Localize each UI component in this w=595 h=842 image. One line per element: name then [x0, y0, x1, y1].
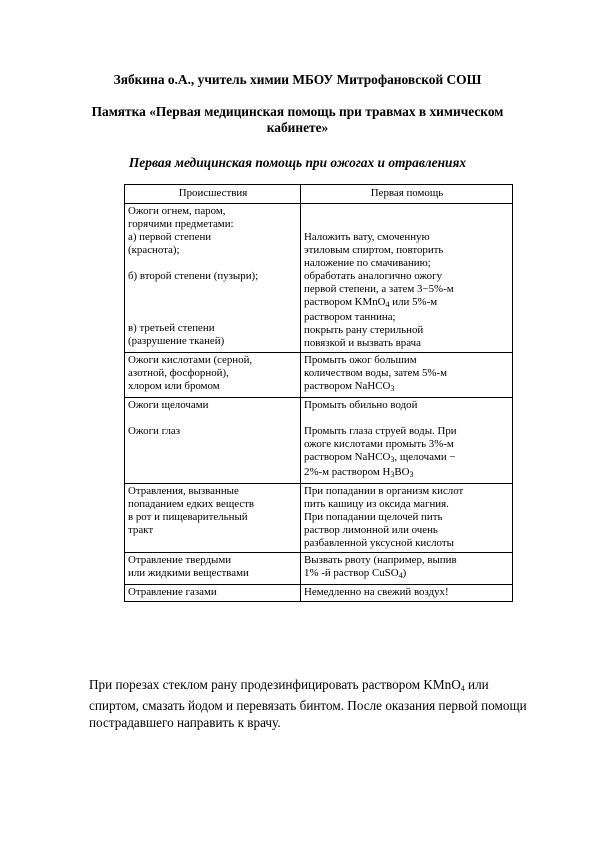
column-header-aid: Первая помощь [301, 185, 513, 204]
burn2-aid: первой степени, а затем 3−5%-м [304, 283, 454, 295]
burn1-aid: наложение по смачиванию; [304, 257, 431, 269]
acid-aid-cell: Промыть ожог большим количеством воды, затем 5%-м раствором NaHCO$_3$ [301, 353, 513, 398]
footer-paragraph [89, 676, 529, 731]
gas-aid-cell: Немедленно на свежий воздух! [301, 585, 513, 602]
document-title: Памятка «Первая медицинская помощь при травмах в химическом кабинете» [91, 104, 504, 135]
burn3-aid: повязкой и вызвать врача [304, 337, 421, 349]
table-row [125, 553, 513, 585]
column-header-incident: Происшествия [125, 185, 301, 204]
burn1-condition: (краснота); [128, 244, 180, 256]
eye-aid: раствором NaHCO$_3$, щелочами − [304, 451, 456, 464]
table-row [125, 204, 513, 353]
burns-intro-line: Ожоги огнем, паром, [128, 205, 226, 217]
eye-aid: 2%-м раствором $H_3BO_3$ [304, 466, 414, 479]
author-line: Зябкина о.А., учитель химии МБОУ Митрофановской СОШ [113, 72, 482, 87]
table-row [125, 398, 513, 484]
footer-line: пострадавшего направить к врачу. [89, 715, 281, 730]
burn1-aid: Наложить вату, смоченную [304, 231, 430, 243]
burns-aid-cell [301, 204, 513, 353]
alkali-aid: Промыть обильно водой [304, 399, 418, 411]
alkali-eye-condition-cell [125, 398, 301, 484]
first-aid-table [124, 184, 513, 602]
footer-line: спиртом, смазать йодом и перевязать бинтом. После оказания первой помощи [89, 698, 527, 713]
burn1-aid: этиловым спиртом, повторить [304, 244, 444, 256]
solid-condition-cell: Отравление твердыми или жидкими веществами [125, 553, 301, 585]
gas-condition-cell: Отравление газами [125, 585, 301, 602]
burn1-condition: а) первой степени [128, 231, 212, 243]
table-header-row [125, 185, 513, 204]
eye-condition: Ожоги глаз [128, 425, 181, 437]
burn3-condition: в) третьей степени [128, 322, 215, 334]
solid-aid-cell: Вызвать рвоту (например, выпив 1% -й раствор CuSO$_4$) [301, 553, 513, 585]
burn2-condition: б) второй степени (пузыри); [128, 270, 259, 282]
burn3-aid: покрыть рану стерильной [304, 324, 424, 336]
caustic-condition-cell: Отравления, вызванные попаданием едких веществ в рот и пищеварительный тракт [125, 484, 301, 553]
table-row [125, 585, 513, 602]
burn2-aid: раствором KMnO$_4$ или 5%-м [304, 296, 438, 309]
burn3-condition: (разрушение тканей) [128, 335, 225, 347]
burn2-aid: раствором таннина; [304, 311, 396, 323]
table-row [125, 353, 513, 398]
alkali-condition: Ожоги щелочами [128, 399, 209, 411]
eye-aid: ожоге кислотами промыть 3%-м [304, 438, 454, 450]
eye-aid: Промыть глаза струей воды. При [304, 425, 457, 437]
footer-line: При порезах стеклом рану продезинфицировать раствором KMnO$_4$ или [89, 677, 489, 693]
acid-condition-cell: Ожоги кислотами (серной, азотной, фосфорной), хлором или бромом [125, 353, 301, 398]
burns-condition-cell [125, 204, 301, 353]
section-subtitle: Первая медицинская помощь при ожогах и отравлениях [128, 155, 467, 170]
burns-intro-line: горячими предметами: [128, 218, 234, 230]
caustic-aid-cell: При попадании в организм кислот пить кашицу из оксида магния. При попадании щелочей пить раствор лимонной или очень разбавленной уксусной кислоты [301, 484, 513, 553]
burn2-aid: обработать аналогично ожогу [304, 270, 443, 282]
alkali-eye-aid-cell [301, 398, 513, 484]
table-row [125, 484, 513, 553]
